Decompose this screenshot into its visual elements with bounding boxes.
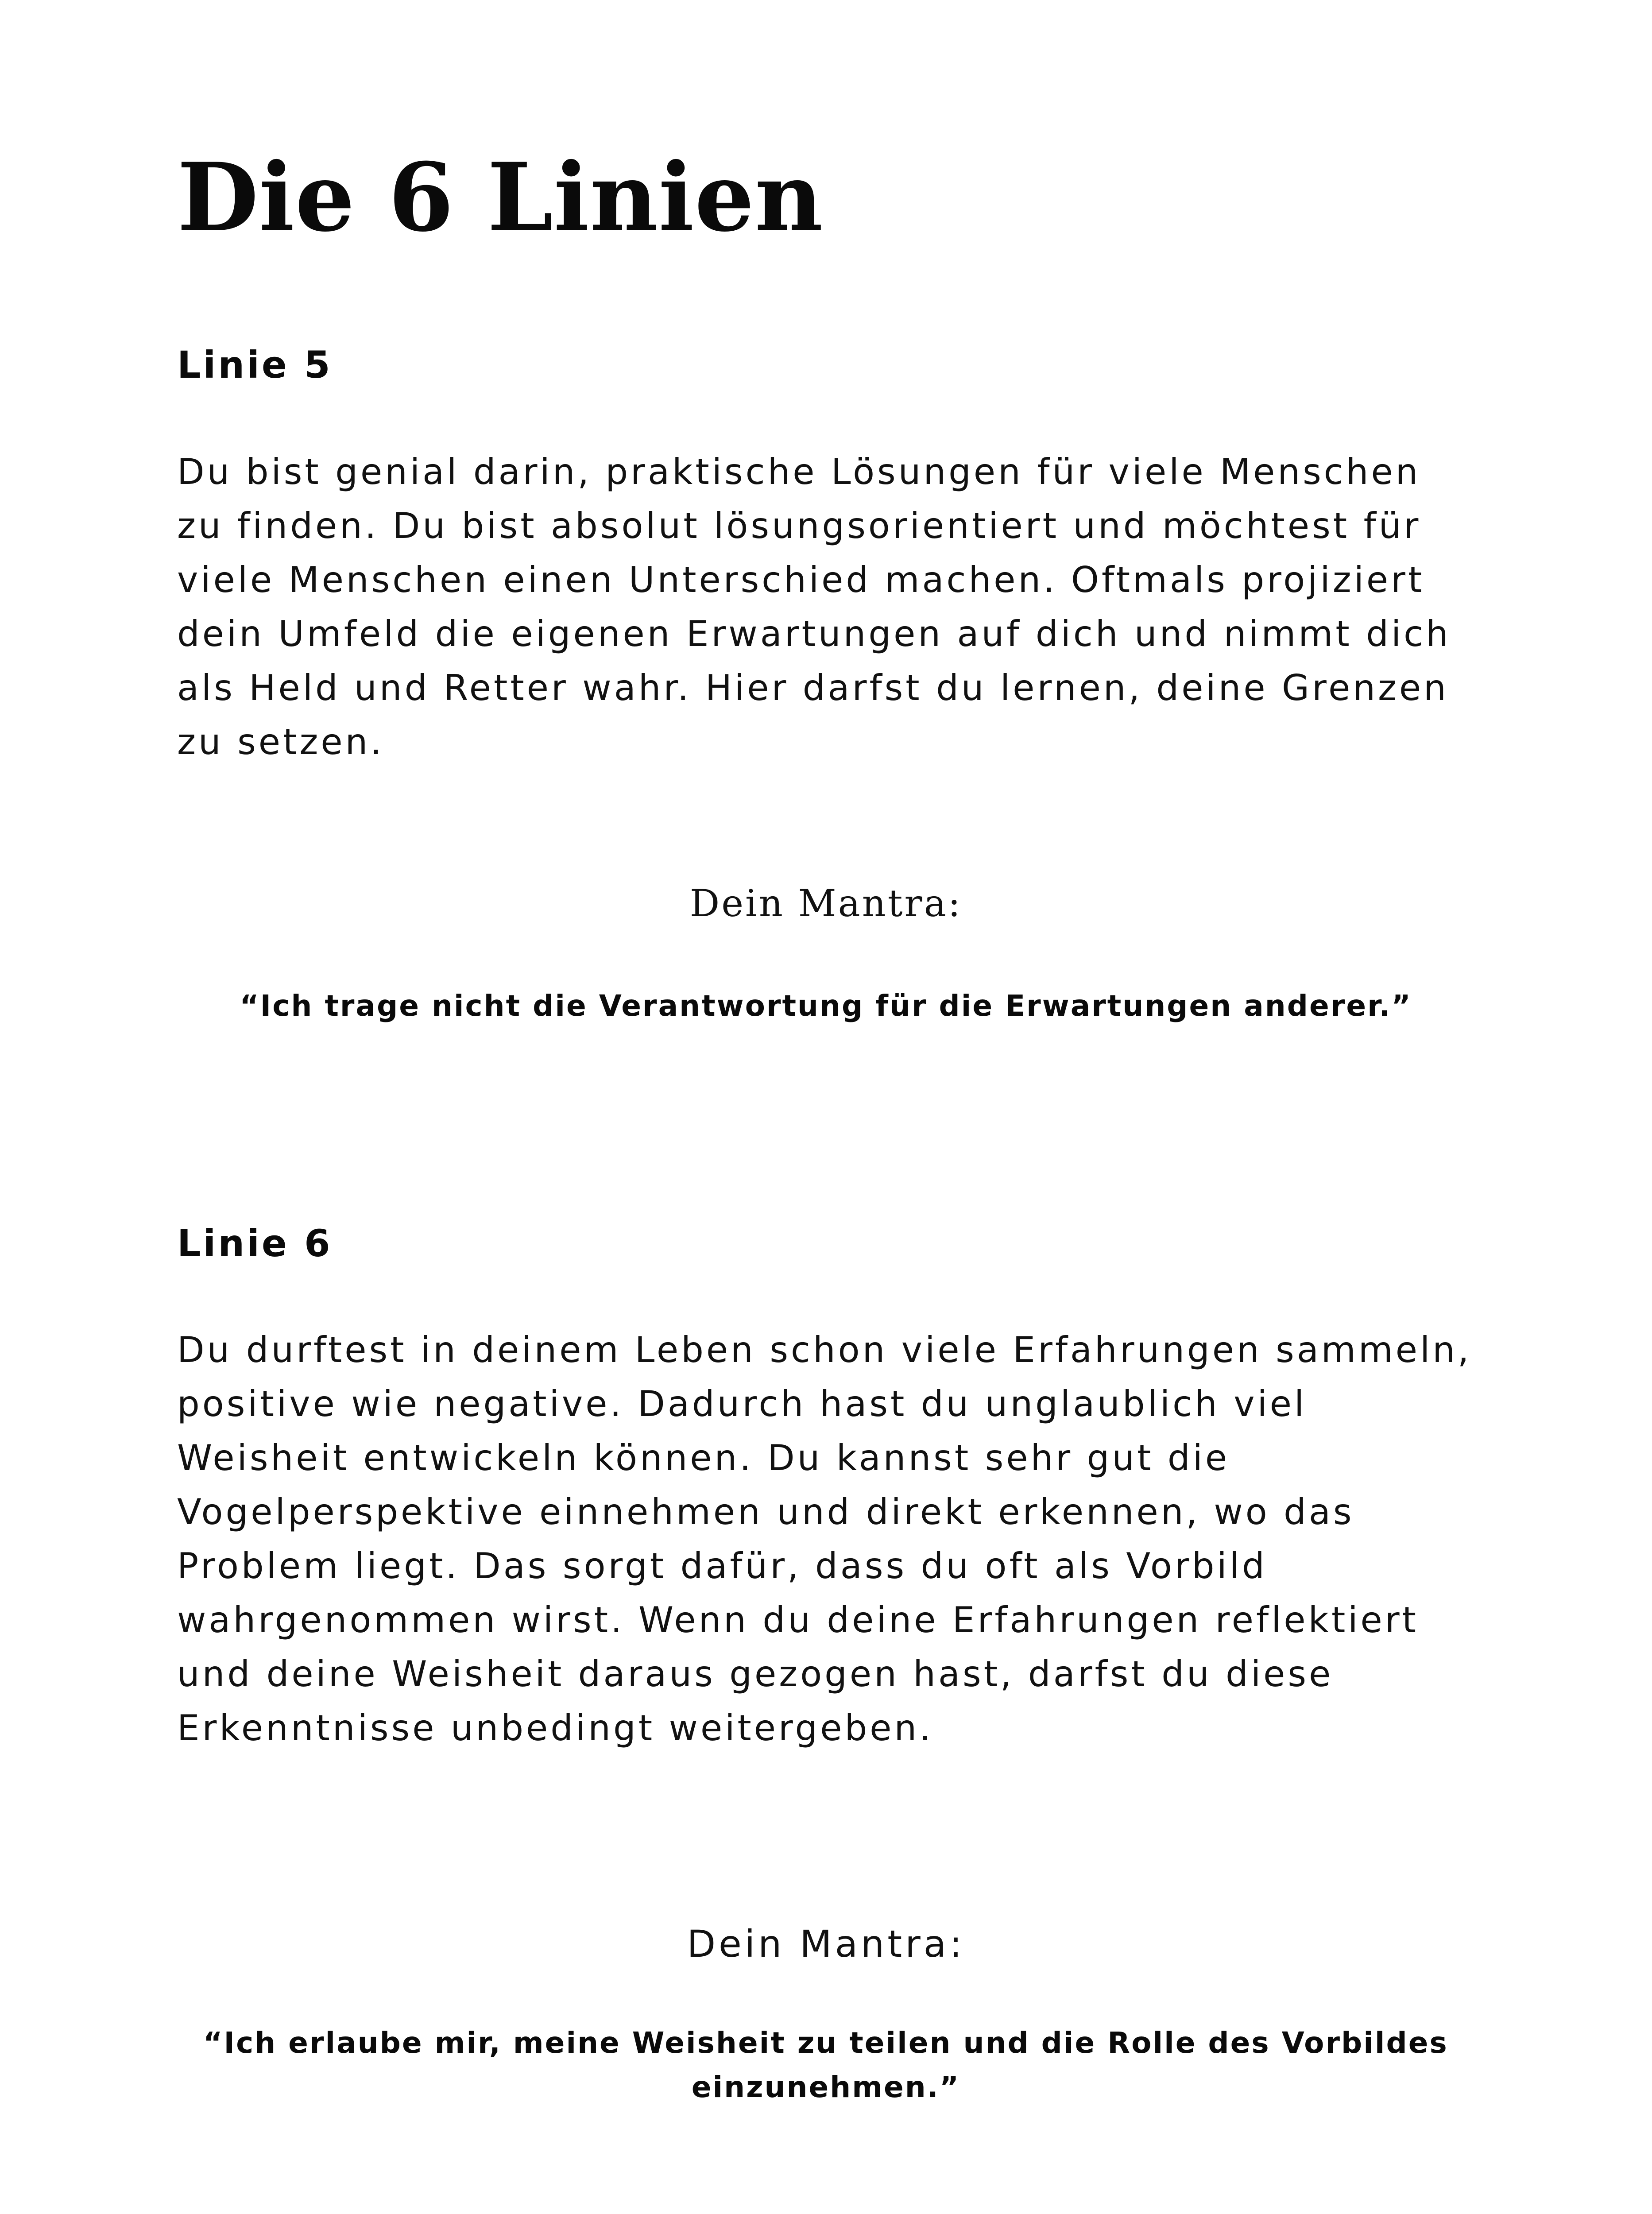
section-heading-linie-5: Linie 5 [177,343,333,387]
page-title: Die 6 Linien [177,142,824,252]
section-body-linie-5: Du bist genial darin, praktische Lösungen für viele Menschen zu finden. Du bist absolut lösungsorientiert und möchtest für viele Menschen einen Unterschied machen. Oftmals projiziert dein Umfeld die eigenen Erwartungen auf dich und nimmt dich als Held und Retter wahr. Hier darfst du lernen, deine Grenzen zu setzen. [177,451,1451,763]
mantra-quote-linie-6: “Ich erlaube mir, meine Weisheit zu teilen und die Rolle des Vorbildes einzunehmen.” [203,2026,1448,2104]
mantra-label-linie-6: Dein Mantra: [687,1922,965,1966]
section-body-linie-6: Du durftest in deinem Leben schon viele Erfahrungen sammeln, positive wie negative. Dadurch hast du unglaublich viel Weisheit entwickeln können. Du kannst sehr gut die Vogelperspektive einnehmen und direkt erkennen, wo das Problem liegt. Das sorgt dafür, dass du oft als Vorbild wahrgenommen wirst. Wenn du deine Erfahrungen reflektiert und deine Weisheit daraus gezogen hast, darfst du diese Erkenntnisse unbedingt weitergeben. [177,1329,1472,1749]
mantra-quote-linie-5: “Ich trage nicht die Verantwortung für die Erwartungen anderer.” [240,989,1412,1023]
mantra-label-linie-5: Dein Mantra: [689,882,963,925]
section-heading-linie-6: Linie 6 [177,1222,333,1265]
